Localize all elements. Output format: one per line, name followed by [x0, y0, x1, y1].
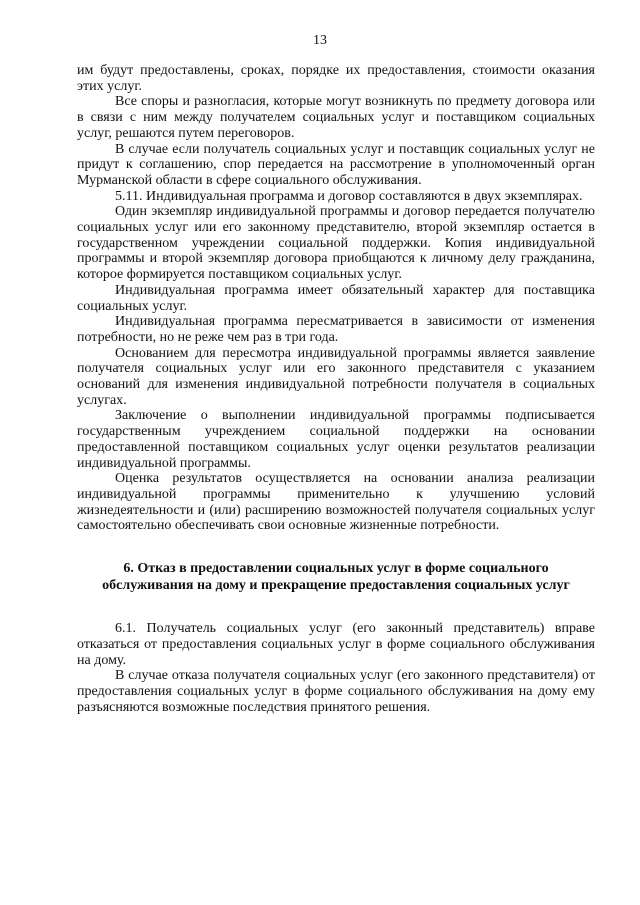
paragraph: Все споры и разногласия, которые могут возникнуть по предмету договора или в связи с ним между получателем социальных услуг и поставщиком социальных услуг, решаются путем переговоров. — [77, 94, 595, 141]
paragraph: Один экземпляр индивидуальной программы и договор передается получателю социальных услуг или его законному представителю, второй экземпляр остается в государственном учреждении социальной поддержки. Копия индивидуальной программы и второй экземпляр договора приобщаются к личному делу гражданина, которое формируется поставщиком социальных услуг. — [77, 204, 595, 283]
paragraph: Заключение о выполнении индивидуальной программы подписывается государственным учреждением социальной поддержки на основании предоставленной поставщиком социальных услуг оценки результатов реализации индивидуальной программы. — [77, 408, 595, 471]
section-heading: 6. Отказ в предоставлении социальных услуг в форме социального обслуживания на дому и прекращение предоставления социальных услуг — [102, 561, 570, 594]
paragraph: Основанием для пересмотра индивидуальной программы является заявление получателя социальных услуг или его законного представителя с указанием оснований для изменения индивидуальной потребности получателя в социальных услугах. — [77, 345, 595, 408]
paragraph: 5.11. Индивидуальная программа и договор составляются в двух экземплярах. — [115, 188, 583, 204]
page-number: 13 — [313, 33, 327, 48]
paragraph: Оценка результатов осуществляется на основании анализа реализации индивидуальной программы применительно к улучшению условий жизнедеятельности и (или) расширению возможностей получателя социальных услуг самостоятельно обеспечивать свои основные жизненные потребности. — [77, 471, 595, 534]
paragraph: В случае если получатель социальных услуг и поставщик социальных услуг не придут к соглашению, спор передается на рассмотрение в уполномоченный орган Мурманской области в сфере социального обслуживания. — [77, 141, 595, 188]
paragraph: В случае отказа получателя социальных услуг (его законного представителя) от предоставления социальных услуг в форме социального обслуживания на дому ему разъясняются возможные последствия принятого решения. — [77, 668, 595, 715]
document-body — [77, 63, 595, 715]
paragraph: им будут предоставлены, сроках, порядке их предоставления, стоимости оказания этих услуг. — [77, 63, 595, 94]
paragraph: Индивидуальная программа имеет обязательный характер для поставщика социальных услуг. — [77, 282, 595, 314]
paragraph: Индивидуальная программа пересматривается в зависимости от изменения потребности, но не реже чем раз в три года. — [77, 314, 595, 345]
paragraph: 6.1. Получатель социальных услуг (его законный представитель) вправе отказаться от предоставления социальных услуг в форме социального обслуживания на дому. — [77, 621, 595, 668]
